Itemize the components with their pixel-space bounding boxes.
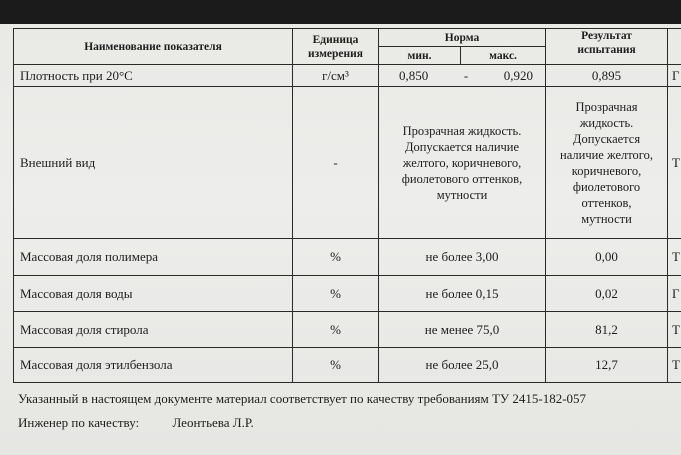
header-unit-line-2: измерения	[308, 47, 363, 60]
row-edge: Т	[668, 87, 681, 239]
row-name: Массовая доля стирола	[14, 312, 293, 348]
row-result: 12,7	[546, 348, 668, 383]
row-name: Плотность при 20°С	[14, 65, 293, 87]
engineer-name: Леонтьева Л.Р.	[172, 415, 254, 430]
row-result: 0,02	[546, 276, 668, 312]
header-row-1	[14, 29, 681, 47]
row-norm	[379, 87, 546, 239]
header-norm: Норма	[379, 29, 546, 47]
row-edge: Т	[668, 239, 681, 276]
norm-line: Допускается наличие	[404, 139, 520, 154]
row-unit: %	[293, 312, 379, 348]
engineer-label: Инженер по качеству:	[18, 415, 140, 430]
row-unit: %	[293, 348, 379, 383]
result-line: наличие желтого,	[560, 147, 653, 162]
row-edge: Т	[668, 348, 681, 383]
table-row	[14, 87, 681, 239]
result-line: Допускается	[572, 131, 641, 146]
row-name: Внешний вид	[14, 87, 293, 239]
row-unit: %	[293, 276, 379, 312]
header-min: мин.	[379, 47, 461, 65]
row-edge: Г	[668, 276, 681, 312]
header-name: Наименование показателя	[14, 29, 293, 65]
row-norm: не более 3,00	[379, 239, 546, 276]
header-result	[546, 29, 668, 65]
header-unit	[293, 29, 379, 65]
row-name: Массовая доля этилбензола	[14, 348, 293, 383]
row-result: 81,2	[546, 312, 668, 348]
norm-line: фиолетового оттенков,	[401, 171, 523, 186]
table-row	[14, 312, 681, 348]
result-line: коричневого,	[571, 163, 642, 178]
header-result-line-1: Результат	[581, 29, 632, 42]
header-edge	[668, 29, 681, 65]
result-line: жидкость.	[579, 115, 634, 130]
table-row	[14, 65, 681, 87]
norm-line: мутности	[436, 187, 488, 202]
table-row	[14, 239, 681, 276]
row-unit: %	[293, 239, 379, 276]
engineer-signature-line	[18, 415, 254, 431]
result-line: оттенков,	[581, 195, 632, 210]
row-name: Массовая доля воды	[14, 276, 293, 312]
row-name: Массовая доля полимера	[14, 239, 293, 276]
row-unit: -	[293, 87, 379, 239]
row-result: 0,00	[546, 239, 668, 276]
result-line: Прозрачная	[575, 99, 638, 114]
norm-max-value: 0,920	[503, 67, 533, 83]
row-norm: не более 0,15	[379, 276, 546, 312]
table-row	[14, 276, 681, 312]
row-edge: Т	[668, 312, 681, 348]
row-result	[546, 87, 668, 239]
table-row	[14, 348, 681, 383]
norm-dash: -	[463, 67, 469, 83]
dark-background	[0, 0, 681, 24]
conformity-statement: Указанный в настоящем документе материал соответствует по качеству требованиям ТУ 2415-182-057	[18, 391, 587, 406]
header-max: макс.	[461, 47, 546, 65]
header-unit-line-1: Единица	[312, 33, 359, 46]
row-norm: не более 25,0	[379, 348, 546, 383]
row-edge: Г	[668, 65, 681, 87]
row-result: 0,895	[546, 65, 668, 87]
row-norm: не менее 75,0	[379, 312, 546, 348]
quality-table	[13, 28, 681, 383]
norm-line: желтого, коричневого,	[402, 155, 522, 170]
row-unit: г/см³	[293, 65, 379, 87]
norm-min-value: 0,850	[399, 67, 429, 83]
result-line: фиолетового	[572, 179, 641, 194]
header-result-line-2: испытания	[577, 43, 636, 56]
norm-line: Прозрачная жидкость.	[402, 123, 522, 138]
result-line: мутности	[581, 211, 632, 226]
row-norm	[379, 65, 546, 87]
